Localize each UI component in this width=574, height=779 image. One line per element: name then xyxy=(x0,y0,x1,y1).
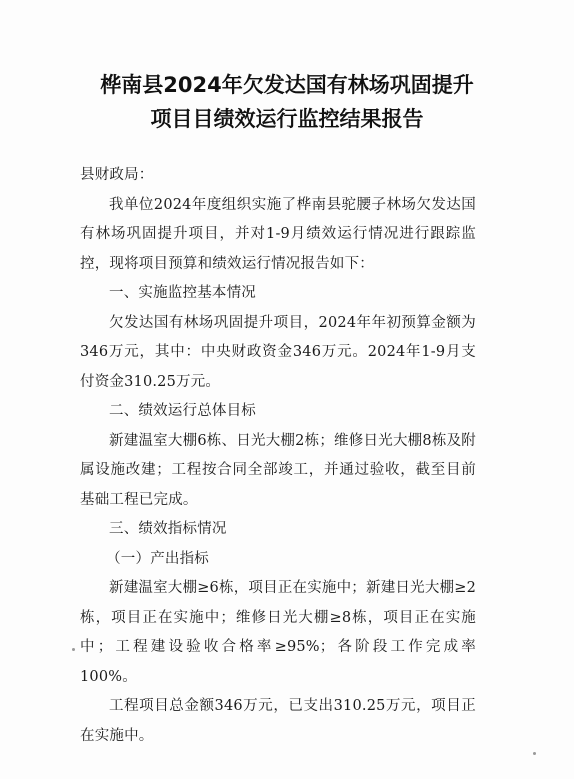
document-title xyxy=(0,68,574,136)
subsection-1-heading: （一）产出指标 xyxy=(106,550,209,567)
document-body xyxy=(80,161,476,751)
section-1-paragraph: 欠发达国有林场巩固提升项目，2024年年初预算金额为346万元，其中：中央财政资金346万元。2024年1-9月支付资金310.25万元。 xyxy=(80,314,476,390)
salutation: 县财政局： xyxy=(80,167,154,183)
section-2-heading: 二、绩效运行总体目标 xyxy=(109,403,256,419)
title-line-2: 项目目绩效运行监控结果报告 xyxy=(150,107,424,131)
scan-speck xyxy=(533,752,536,755)
section-1-heading: 一、实施监控基本情况 xyxy=(109,285,256,301)
intro-paragraph: 我单位2024年度组织实施了桦南县驼腰子林场欠发达国有林场巩固提升项目，并对1-9月绩效运行情况进行跟踪监控，现将项目预算和绩效运行情况报告如下： xyxy=(80,196,476,272)
subsection-1-paragraph: 新建温室大棚≥6栋，项目正在实施中；新建日光大棚≥2栋，项目正在实施中；维修日光大棚≥8栋，项目正在实施中；工程建设验收合格率≥95%；各阶段工作完成率100%。 xyxy=(80,580,476,685)
section-2-paragraph: 新建温室大棚6栋、日光大棚2栋；维修日光大棚8栋及附属设施改建；工程按合同全部竣工，并通过验收，截至目前基础工程已完成。 xyxy=(80,432,476,508)
scan-speck xyxy=(72,648,75,651)
section-3-heading: 三、绩效指标情况 xyxy=(109,521,227,537)
subsection-1-paragraph-2: 工程项目总金额346万元，已支出310.25万元，项目正在实施中。 xyxy=(80,698,476,744)
title-line-1: 桦南县2024年欠发达国有林场巩固提升 xyxy=(100,73,474,97)
